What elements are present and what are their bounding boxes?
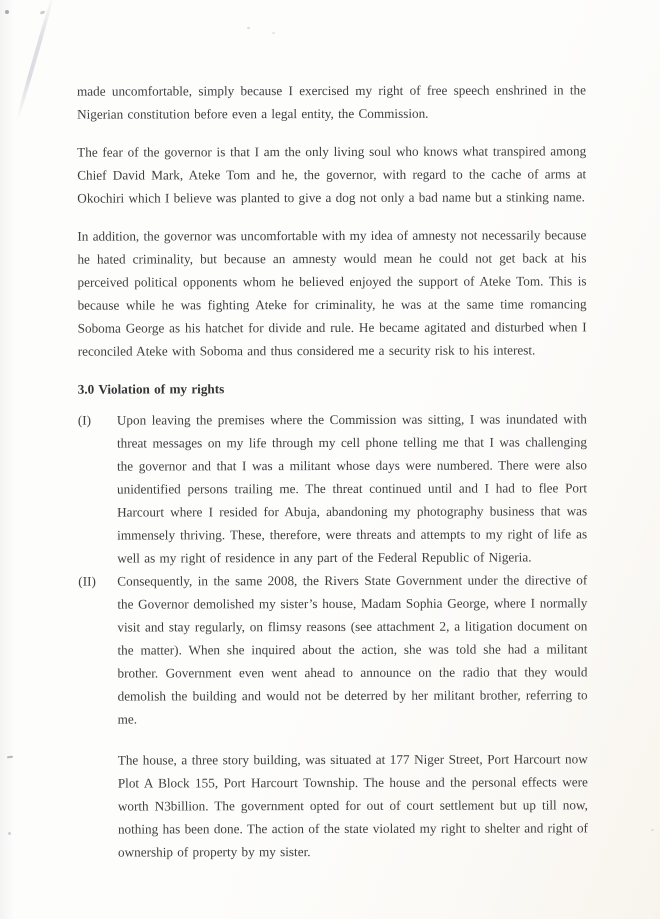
list-marker-2: (II) — [78, 573, 96, 589]
list-marker-1: (I) — [77, 412, 92, 428]
list-item-2 — [78, 568, 587, 730]
paragraph-free-speech: made uncomfortable, simply because I exercised my right of free speech enshrined in the Nigerian constitution before even a legal entity, the Commission. — [76, 82, 587, 122]
scan-speck — [8, 832, 11, 835]
continuation-paragraph-house: The house, a three story building, was situated at 177 Niger Street, Port Harcourt now Plot A Block 155, Port Harcourt Township. The house and the personal effects were worth N3billion. The government opted for out of court settlement but up till now, nothing has been done. The action of the state violated my right to shelter and right of ownership of property by my sister. — [117, 751, 588, 860]
scan-speck — [247, 27, 250, 29]
scan-speck — [7, 756, 13, 759]
paragraph-amnesty: In addition, the governor was uncomfortable with my idea of amnesty not necessarily because he hated criminality, but because an amnesty would mean he could not get back at his perceived political opponents whom he believed enjoyed the support of Ateke Tom. This is because while he was fighting Ateke for criminality, he was at the same time romancing Soboma George as his hatchet for divide and rule. He became agitated and disturbed when I reconciled Ateke with Soboma and thus considered me a security risk to his interest. — [77, 227, 587, 359]
scan-speck — [651, 829, 654, 831]
scan-crease-mark — [15, 0, 55, 122]
paragraph-fear-of-governor: The fear of the governor is that I am the only living soul who knows what transpired among Chief David Mark, Ateke Tom and he, the governor, with regard to the cache of arms at Okochiri which I believe was planted to give a dog not only a bad name but a stinking name. — [77, 143, 587, 206]
scan-speck — [40, 10, 46, 15]
scan-speck — [5, 10, 9, 14]
list-item-2-text: Consequently, in the same 2008, the Rivers State Government under the directive of the Governor demolished my sister’s house, Madam Sophia George, where I normally visit and stay regularly, on flimsy reasons (see attachment 2, a litigation document on the matter). When she inquired about the action, she was told she had a militant brother. Government even went ahead to announce on the radio that they would demolish the building and would not be deterred by her militant brother, referring to me. — [117, 572, 588, 727]
section-heading-violation-of-rights: 3.0 Violation of my rights — [77, 381, 225, 397]
list-item-1-text: Upon leaving the premises where the Commission was sitting, I was inundated with threat messages on my life through my cell phone telling me that I was challenging the governor and that I was a militant whose days were numbered. There were also unidentified persons trailing me. The threat continued until and I had to flee Port Harcourt where I resided for Abuja, abandoning my photography business that was immensely thriving. These, therefore, were threats and attempts to my right of life as well as my right of residence in any part of the Federal Republic of Nigeria. — [116, 411, 588, 566]
scan-speck — [272, 32, 275, 34]
document-body — [77, 78, 588, 863]
list-item-1 — [78, 407, 587, 569]
